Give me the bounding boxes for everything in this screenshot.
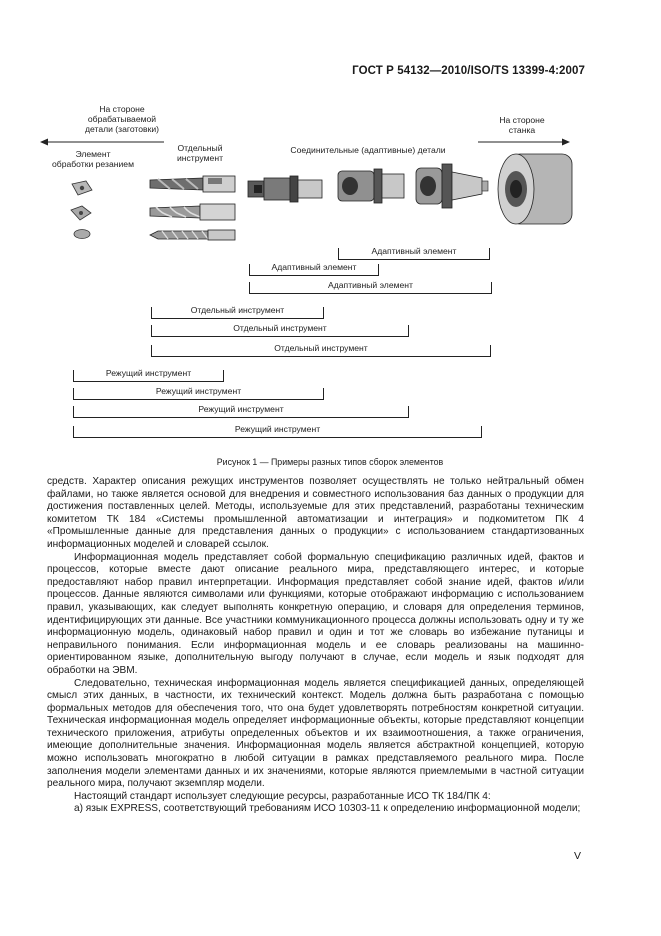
tool-item-label: Отдельный инструмент [176,143,224,163]
indexable-drill-icon [148,172,238,196]
document-header: ГОСТ Р 54132—2010/ISO/TS 13399-4:2007 [352,65,585,77]
adaptive-items-label: Соединительные (адаптивные) детали [290,145,446,155]
single-tool-bar: Отдельный инструмент [151,325,409,337]
workpiece-direction-arrow [40,138,165,146]
insert-icon [73,228,91,240]
workpiece-side-label: На стороне обрабатываемой детали (заготовки) [84,104,160,134]
single-tool-bar: Отдельный инструмент [151,345,491,357]
twist-drill-icon [148,227,238,243]
paragraph: Информационная модель представляет собой формальную спецификацию различных идей, фактов и процессов, которые вместе дают описание реального мира, представляющего интерес, и которые предоставляют набор правил интерпретации. Информация представляет собой знание идей, фактов и/или процессов. Данные являются символами или функциями, которые отображают информацию с использованием правил, указывающих, как следует выполнять конкретную операцию, и словаря для определения терминов, идентифицирующих эти данные. Все участники коммуникационного процесса должны использовать одну и ту же информационную модель, одинаковый набор правил и один и тот же словарь во избежание путаницы и неправильного понимания. Если информационная модель и ее словарь реализованы на машинно-ориентированном языке, дополнительную выгоду получают в случае, если модель и язык подходят для обработки на ЭВМ. [47,551,584,676]
insert-icon [70,205,92,222]
single-tool-bar: Отдельный инструмент [151,307,324,319]
adaptive-element-bar: Адаптивный элемент [249,264,379,276]
insert-icon [70,180,94,198]
paragraph: Следовательно, техническая информационная модель является спецификацией данных, определяющей смысл этих данных, в частности, их технический контекст. Модель должна быть разработана с помощью формальных методов для обеспечения того, что она будет удовлетворять потребностям конкретной ситуации. Техническая информационная модель определяет информационные объекты, которые представляют концепции технического приложения, атрибуты определенных объектов и их взаимоотношения, а также ограничения, имеющие дополнительные значения. Информационная модель является абстрактной концепцией, которую можно использовать многократно в любой ситуации в рамках представляемого реального мира. После заполнения модели элементами данных и их значениями, которые являются приемлемыми в частной ситуации реального мира, получают экземпляр модели. [47,677,584,790]
adaptive-element-bar: Адаптивный элемент [338,248,490,260]
paragraph: Настоящий стандарт использует следующие ресурсы, разработанные ИСО ТК 184/ПК 4: [74,790,491,802]
adapter-icon [336,165,408,207]
list-item: a) язык EXPRESS, соответствующий требованиям ИСО 10303-11 к определению информационной модели; [74,803,581,815]
paragraph: средств. Характер описания режущих инструментов позволяет осуществлять не только нейтральный обмен файлами, но также является основой для внедрения и совместного использования баз данных о продукции для достижения поставленных целей. Методы, используемые для этих представлений, разработаны техническим комитетом ТК 184 «Системы промышленной автоматизации и интеграция» и подкомитетом ПК 4 «Промышленные данные для представления данных о продукции» с использованием стандартизованных информационных моделей и словарей ссылок. [47,476,584,550]
machine-side-label: На стороне станка [499,115,545,135]
machine-direction-arrow [478,138,570,146]
cutting-tool-bar: Режущий инструмент [73,370,224,382]
cutting-tool-bar: Режущий инструмент [73,406,409,418]
taper-holder-icon [414,160,490,212]
adaptive-element-bar: Адаптивный элемент [249,282,492,294]
page-number: V [574,850,582,862]
figure-caption: Рисунок 1 — Примеры разных типов сборок элементов [216,457,444,467]
adapter-icon [246,172,326,206]
end-mill-icon [148,200,238,224]
body-text [47,476,584,816]
cutting-tool-bar: Режущий инструмент [73,426,482,438]
cutting-tool-bar: Режущий инструмент [73,388,324,400]
cutting-item-label: Элемент обработки резанием [52,149,134,169]
spindle-icon [496,150,576,228]
